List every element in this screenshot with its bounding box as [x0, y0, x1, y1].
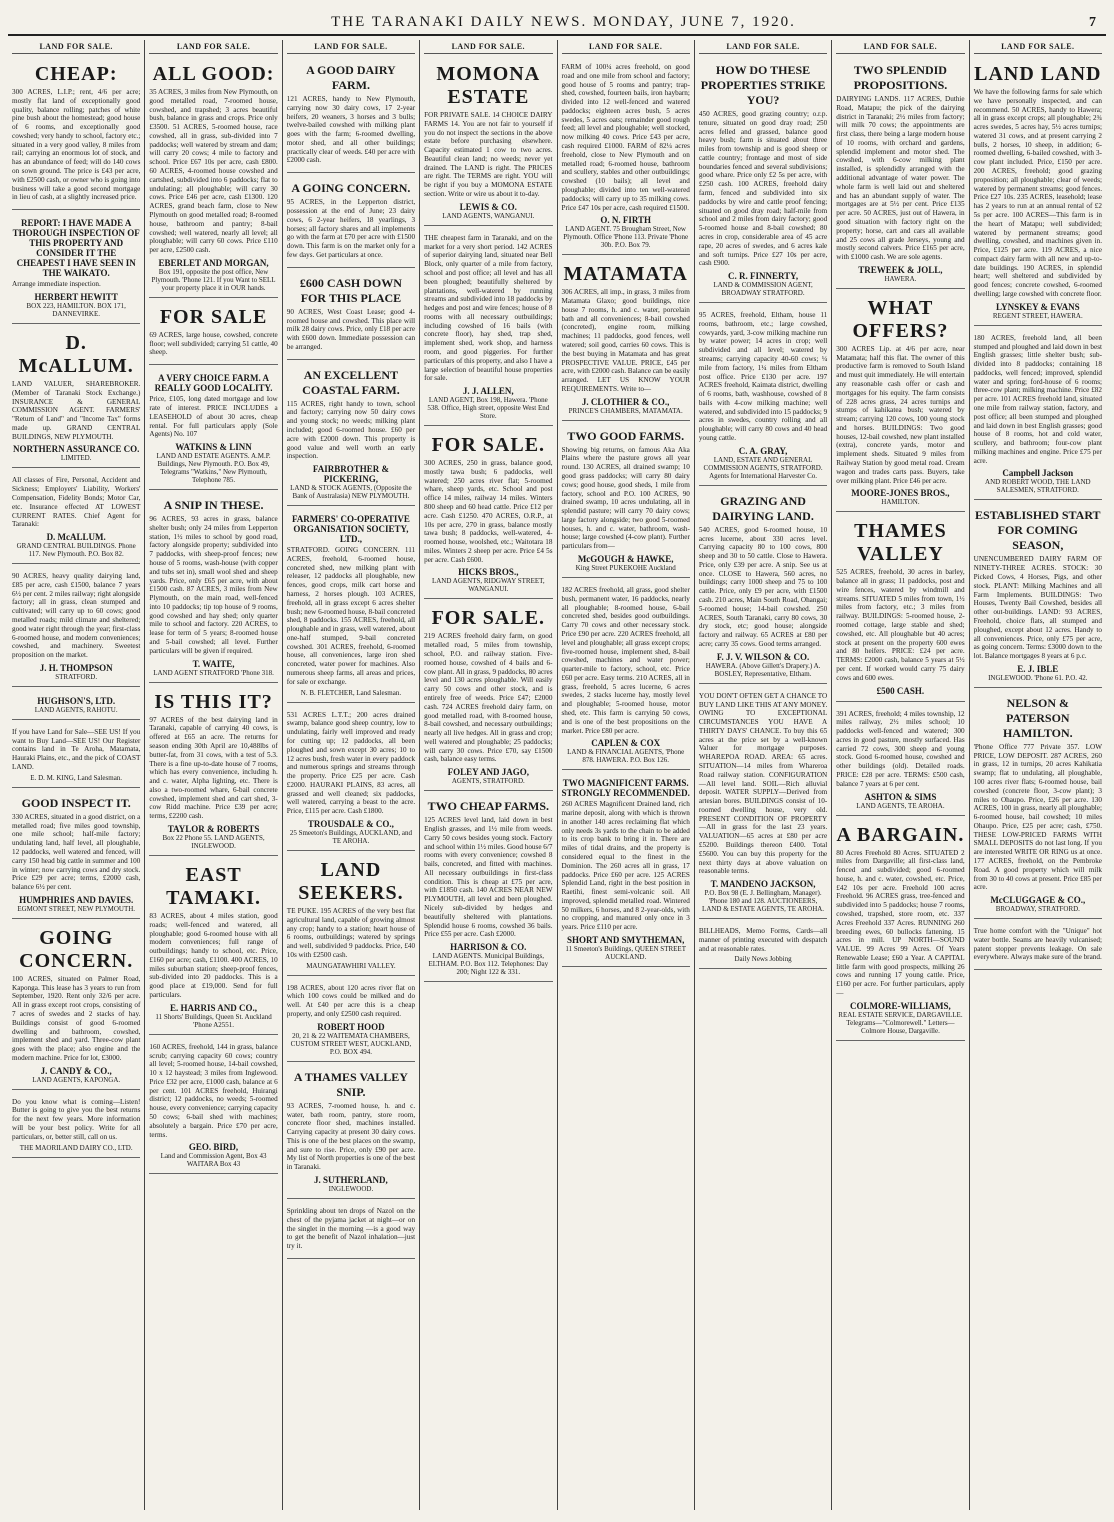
ad-address: King Street PUKEKOHE Auckland [575, 564, 676, 573]
ad-address: N. B. FLETCHER, Land Salesman. [300, 688, 402, 697]
advertisement [699, 489, 827, 684]
ad-body: 121 ACRES, handy to New Plymouth, carrying now 30 dairy cows, 17 2-year heifers, 20 weaners, 3 horses and 3 bulls; twelve-bailed cowshed with milking plant goes with the farm; 6-roomed dwelling, motor shed, and all other buildings; practically clear of weeds. £40 per acre with £2000 cash. [286, 95, 416, 165]
ad-address: LAND AND ESTATE AGENTS. A.M.P. Buildings, New Plymouth. P.O. Box 49, Telegrams "Watkins," New Plymouth, Telephone 785. [156, 452, 271, 485]
ad-signature: TREWEEK & JOLL, [858, 264, 943, 275]
ad-body: 90 ACRES, West Coast Lease; good 4-roomed house and cowshed. This place will milk 28 dairy cows. Price, only £18 per acre with £600 down. Immediate possession can be arranged. [286, 307, 416, 351]
advertisement [424, 58, 552, 226]
ad-signature: NORTHERN ASSURANCE CO. [12, 444, 140, 455]
ad-signature: J. J. ALLEN, [462, 386, 514, 397]
ad-body: THE cheapest farm in Taranaki, and on the market for a very short period. 142 ACRES of superior dairying land, situated near Bell Block, only quarter of a mile from factory, school and post office; all level and has all been ploughed; beautifully sheltered by plantations, well-watered by running streams and subdivided into 18 paddocks by hedges and post and wire fences; house of 8 rooms with all necessary outbuildings; including cowshed of 16 bails (with concrete floor), hay shed, trap shed, implement shed, work shop, and harness room, and good piggeries. For further particulars of this property, and also I have a large selection of beautiful house properties for sale. [424, 233, 553, 383]
ad-address: LAND AGENTS, RAHOTU. [34, 705, 118, 714]
ad-address: Box 22 Phone 55. LAND AGENTS, INGLEWOOD. [162, 833, 265, 850]
ad-heading: MOMONA ESTATE [436, 63, 541, 108]
ad-address: LAND AGENT STRATFORD 'Phone 318. [153, 668, 274, 677]
ad-heading: ALL GOOD: [152, 63, 275, 85]
ad-heading: LAND SEEKERS. [298, 858, 404, 904]
advertisement [836, 515, 964, 701]
ad-address: HAWERA. (Above Gillett's Drapery.) A. BOSLEY, Representative, Eltham. [705, 661, 821, 678]
ad-body: 95 ACRES, freehold, Eltham, house 11 rooms, bathroom, etc.; large cowshed, cowyards, yard, 3-cow milking machine run by water power; 14 acres in crop; well subdivided and all level; watered by streams; carrying capacity 40-60 cows; ¼ mile from factory, 1¼ miles from Eltham post office. Price £130 per acre. 197 ACRES freehold, Kaimata district, dwelling of 6 rooms, bath, washhouse, cowshed of 8 bails with 4-cow milking machine; well watered, and subdivided into 15 paddocks; 9 acres in swedes, country rolling and all ploughable; will carry 80 cows and 40 head young cattle. [698, 311, 828, 442]
column-8 [970, 40, 1106, 1510]
ad-heading: REPORT: I HAVE MADE A THOROUGH INSPECTION OF THIS PROPERTY AND CONSIDER IT THE CHEAPEST I HAVE SEEN IN THE WAIKATO. [12, 218, 140, 279]
ad-address: PRINCE'S CHAMBERS, MATAMATA. [568, 406, 683, 415]
ad-signature: J. CLOTHIER & CO., [581, 396, 670, 407]
ad-address: P.O. Box 98 (E. J. Bellingham, Manager). 'Phone 180 and 128. AUCTIONEERS, LAND & ESTATE AGENTS, TE AROHA. [702, 889, 825, 914]
ad-body: 219 ACRES freehold dairy farm, on good metalled road, 5 miles from township, school, P.O. and railway station. Five-roomed house, cowshed of 4 bails and 6-cow plant. All in grass, 9 paddocks, 80 acres level and 130 acres ploughable. Will easily carry 50 cows and other stock, and is entirely free of weeds. Price £47; £2000 cash. 724 ACRES freehold dairy farm, on good metalled road, with 8-roomed house, 8-bail cowshed, and necessary outbuildings; nearly all live hedges. All in grass and crop; well watered and ploughable; 25 paddocks; will carry 30 cows. Price £70, say £1500 cash, balance easy terms. [424, 632, 553, 764]
ad-address: Daily News Jobbing [734, 955, 792, 964]
ad-body: 450 ACRES, good grazing country; o.r.p. tenure, situated on good dray road; 250 acres felled and grassed, balance good heavy bush; farm is situated about three miles from township and is good sheep or cattle country; frontage and most of side boundaries fenced and several subdivisions; good whare. Price only £2 5s per acre, with £250 cash. 100 ACRES, freehold dairy farm, fenced and subdivided into six paddocks by wire and cattle proof fencing; situated on good dray road; half-mile from school and 2 miles from dairy factory; good 5-roomed house and 8-bail cowshed; 80 acres in crop, considerable area of 45 acre rape, 20 acres of swedes, and 6 acres kale and soft turnips. Price £27 10s per acre, cash £900. [698, 110, 828, 268]
ad-address: REAL ESTATE SERVICE, DARGAVILLE. Telegrams—"Colmorewell." Letters—Colmore House, Dargaville. [838, 1010, 963, 1035]
ad-signature: D. McALLUM. [46, 532, 106, 543]
ad-address: Land and Commission Agent, Box 43 WAITARA Box 43 [160, 1152, 267, 1169]
ad-signature: COLMORE-WILLIAMS, [850, 1000, 951, 1011]
ad-heading: LAND LAND [974, 63, 1102, 85]
advertisement [12, 567, 140, 687]
ad-address: LAND AGENTS. Municipal Buildings, ELTHAM. P.O. Box 112. Telephones: Day 200; Night 122 & 331. [428, 952, 549, 977]
ad-heading: D. McALLUM. [18, 331, 134, 377]
ad-body: 525 ACRES, freehold, 30 acres in barley, balance all in grass; 11 paddocks, post and wire fences, watered by windmill and streams. SITUATED 5 miles from town, 1½ miles from factory, etc.; 3 miles from railway. BUILDINGS: 5-roomed house, 2-roomed cottage, large stable and shed; cowshed, etc. All ploughable but 40 acres; stock at present on the property 600 ewes and 80 heifers. PRICE: £24 per acre. TERMS: £2000 cash, balance 5 years at 5½ per cent. If worked would carry 75 dairy cows and 600 ewes. [836, 568, 965, 682]
ad-heading: HOW DO THESE PROPERTIES STRIKE YOU? [700, 63, 826, 107]
ad-heading: TWO CHEAP FARMS. [427, 799, 550, 814]
ad-signature: £500 CASH. [876, 685, 925, 696]
ad-address: LIMITED. [60, 454, 92, 463]
masthead [8, 8, 1106, 36]
ad-address: INGLEWOOD. 'Phone 61. P.O. 42. [988, 673, 1088, 682]
ad-body: 125 ACRES level land, laid down in best English grasses, and 1½ mile from weeds. Carry 50 cows besides young stock. Factory and school within 1½ miles. Good house 6/7 rooms with every convenience; cowshed 8 bails, concreted, and fitted with machines. All necessary outbuildings in first-class condition. This is cheap at £75 per acre, with £1850 cash. 140 ACRES NEAR NEW PLYMOUTH, all level and been ploughed. Nicely sub-divided by hedges and beautifully sheltered with plantations. Splendid house 6 rooms, cowshed 36 bails. Price £55 per acre. Cash £2000. [424, 816, 553, 939]
advertisement [424, 602, 552, 791]
ad-body: FOR PRIVATE SALE. 14 CHOICE DAIRY FARMS 14. You are not fair to yourself if you do not inspect the sections in the above estate before purchasing elsewhere. Capacity estimated 1 cow to two acres. Beautiful clean land; no weeds; never yet drained. The LAND is right. The PRICES are right. The TERMS are right. YOU will be right if you buy a MOMONA ESTATE section. Write or wire us about it to-day. [424, 111, 553, 199]
columns-container [8, 40, 1106, 1510]
ad-signature: ROBERT HOOD [317, 1021, 385, 1032]
column-header: LAND FOR SALE. [287, 40, 415, 54]
ad-address: LAND AGENT. 75 Brougham Street, New Plymouth. Office 'Phone 113. Private 'Phone 30b. P.O. Box 79. [563, 225, 689, 250]
ad-body: We have the following farms for sale which we have personally inspected, and can recommend. 50 ACRES, handy to Hawera; all in grass except crops; all ploughable; 2¾ acres swedes, 5 acres hay, 5½ acres turnips; watered 31 cows, and at present carrying 2 bulls, 2 horses, 10 sheep, in addition; 6-roomed dwelling, 6-bailed cowshed, with 3-cow plant included. Price, £150 per acre. 200 ACRES, freehold; good grazing proposition; all ploughable; clear of weeds; watered by permanent streams; good fences. Price £27 10s. 235 ACRES, leasehold; lease has 2 years to run at an annual rental of £2 5s per acre. 100 ACRES—This farm is in the heart of Matapu; well subdivided; watered by permanent streams; good dwelling, cowshed, and machines given in. Price, £125 per acre. 119 ACRES, a nice compact dairy farm with all new and up-to-date buildings. 190 ACRES, in splendid heart; well sheltered and subdivided by good fences; concrete cowshed, 6-roomed dwelling; large cowshed with concrete floor. [973, 88, 1102, 298]
advertisement [974, 922, 1102, 970]
advertisement [12, 471, 140, 564]
advertisement [974, 58, 1102, 326]
ad-signature: F. J. V. WILSON & CO. [716, 651, 810, 662]
ad-signature: LEWIS & CO. [459, 201, 517, 212]
ad-signature: GEO. BIRD, [188, 1142, 239, 1153]
ad-address: GRAND CENTRAL BUILDINGS. Phone 117. New Plymouth. P.O. Box 82. [16, 542, 136, 559]
ad-body: Showing big returns, on famous Aka Aka Plains where the pasture grows all year round. 130 ACRES, all drained swamp; 10 good grass paddocks; will carry 80 dairy cows; good house, good sheds, 1 mile from factory, school and P.O. 100 ACRES, 90 drained swamp, 10 acres undulating, all in splendid pasture; will carry 70 dairy cows; large factory alongside; two good 5-roomed houses, h. and c. water, bathroom, wash-house; large cowshed (4-cow plant). Further particulars from— [561, 445, 690, 551]
advertisement [836, 292, 964, 513]
ad-body: 306 ACRES, all imp., in grass, 3 miles from Matamata Glaxo; good buildings, nice house 7 rooms, h. and c. water, porcelain bath and all conveniences; 8-bail cowshed (concreted), engine room, milking machines; 11 paddocks, good fences, well watered; soil good, carries 60 cows. This is the best buying in Matamata and has great PROSPECTIVE VALUE. PRICE, £45 per acre, with £2000 cash. Balance can be easily arranged. LET US KNOW YOUR REQUIREMENTS. Write to— [561, 288, 690, 393]
advertisement [287, 58, 415, 173]
column-7 [832, 40, 969, 1510]
ad-heading: IS THIS IT? [154, 690, 273, 713]
advertisement [699, 306, 827, 486]
ad-body: 97 ACRES of the best dairying land in Taranaki, capable of carrying 40 cows, is offered at £65 an acre. The returns for season ending 30th April are 10,488lbs of butter-fat, from 31 cows, with a test of 5.3. There is a fine up-to-date house of 7 rooms, which has every convenience, including h. and c. water, Alpha lighting, etc. There is also a two-roomed whare, 6-bail concrete cowshed, implement shed and cart shed, 3-cow Ridd machine. Price £39 per acre; terms, £2200 cash. [149, 715, 278, 821]
ad-signature: FOLEY AND JAGO, [447, 767, 530, 778]
advertisement [836, 819, 964, 1041]
ad-heading: GOOD INSPECT IT. [21, 795, 131, 810]
ad-body: YOU DON'T OFTEN GET A CHANCE TO BUY LAND LIKE THIS AT ANY MONEY. OWING TO EXCEPTIONAL CIRCUMSTANCES YOU HAVE A THIRTY DAYS' CHANCE. To buy this 65 acres at the price set by a well-known Valuer for mortgage purposes. WHAREPOA ROAD. AREA: 65 acres. SITUATION—14 miles from Whareroa Road railway station. CONFIGURATION—All level land. SOIL—Rich alluvial deposit. WATER SUPPLY—Derived from artesian bores. BUILDINGS consist of 10-roomed dwelling house, very old. PRESENT CONDITION OF PROPERTY—All in grass for the last 23 years. VALUATION—65 acres at £80 per acre £5200. Buildings thereon £400. Total £5600. You can buy this property for the next thirty days at above valuation on reasonable terms. [698, 691, 828, 876]
ad-address: LAND AGENT, Box 198, Hawera. 'Phone 538. Office, High street, opposite West End Store. [427, 396, 550, 421]
ad-signature: SHORT AND SMYTHEMAN, [567, 935, 685, 946]
ad-signature: J. SUTHERLAND, [314, 1175, 388, 1186]
ad-body: If you have Land for Sale—SEE US! If you want to Buy Land—SEE US! Our Register contains land in Te Aroha, Matamata, Hauraki Plains, etc., and the pick of COAST LAND. [12, 727, 141, 772]
ad-body: 83 ACRES, about 4 miles station, good roads; well-fenced and watered, all ploughable; good 6-roomed house with all modern conveniences; full range of outbuildings; handy to school, etc. Price, £160 per acre; cash, £1100. 400 ACRES, 10 miles suburban station; sheep-proof fences, sub-divided into 20 paddocks. This is a good place at £19,000. Send for full particulars. [149, 911, 278, 999]
advertisement [424, 429, 552, 599]
advertisement [287, 176, 415, 267]
ad-address: AND ROBERT WOOD, THE LAND SALESMEN, STRATFORD. [985, 478, 1091, 495]
ad-heading: ESTABLISHED START FOR COMING SEASON, [975, 508, 1101, 553]
ad-body: All classes of Fire, Personal, Accident and Sickness; Employers' Liability, Workers' Compensation, Fidelity Bonds; Motor Car, etc. Insurance effected AT LOWEST CURRENT RATES. Chief Agent for Taranaki: [12, 476, 141, 529]
advertisement [562, 258, 690, 420]
ad-heading: WHAT OFFERS? [852, 296, 949, 342]
ad-signature: HUGHSON'S, LTD. [37, 695, 116, 706]
ad-address: 11 Smeeton's Buildings, QUEEN STREET AUCKLAND. [565, 945, 686, 962]
ad-body: LAND VALUER, SHAREBROKER. (Member of Taranaki Stock Exchange.) INSURANCE & GENERAL COMMISSION AGENT. FARMERS' "Return of Land" and "Income Tax" forms made up. GRAND CENTRAL BUILDINGS, NEW PLYMOUTH. [12, 379, 141, 441]
column-6 [695, 40, 832, 1510]
advertisement [287, 979, 415, 1062]
ad-body: 540 ACRES, good 6-roomed house, 10 acres lucerne, about 330 acres level. Carrying capacity 80 to 100 cows, 800 sheep and 30 to 50 cattle. Close to Hawera. Price, only £39 per acre. A snip. See us at once. CLOSE to Hawera, 560 acres, no buildings; carry 1000 sheep and 75 to 100 cattle. Price, only £9 per acre, with £1500 cash. 210 acres, Main South Road, Ohangai; 5-roomed house; 14-bail cowshed. 250 ACRES, South Taranaki, carry 80 cows, 30 dry stock, etc; good house; alongside factory and railway. 65 ACRES at £80 per acre; carry 35 cows. Good terms arranged. [698, 525, 828, 648]
column-header: LAND FOR SALE. [12, 40, 140, 54]
ad-heading: EAST TAMAKI. [166, 863, 262, 909]
ad-signature: E. J. IBLE [1017, 663, 1059, 674]
ad-signature: E. HARRIS AND CO., [170, 1002, 258, 1013]
advertisement [287, 1202, 415, 1259]
advertisement [699, 58, 827, 303]
ad-address: Box 191, opposite the post office, New Plymouth. 'Phone 121. If you Want to SELL your property place it in OUR hands. [151, 267, 276, 292]
ad-body: FARM of 100¼ acres freehold, on good road and one mile from school and factory; good house of 5 rooms and pantry; trap-shed, cowshed, fourteen bails, iron haybarn; divided into 12 well-fenced and watered paddocks; eighteen acres bush, 5 acres swedes, 5 acres oats; remainder good rough feed; all level and ploughable; well stocked, now milking 40 cows. Price £43 per acre, cash required £1000. FARM of 82¼ acres freehold, close to New Plymouth and on metalled road; 6-roomed house, bathroom and scullery, stables and other outbuildings; cowshed (10 bails); all level and ploughable; divided into ten well-watered paddocks; will carry up to 35 milking cows. Price £47 10s per acre, cash required £1500. [561, 63, 690, 212]
advertisement [12, 327, 140, 468]
ad-heading: FOR SALE. [431, 607, 546, 630]
advertisement [699, 922, 827, 969]
ad-body: Arrange immediate inspection. [12, 280, 101, 289]
masthead-title: THE TARANAKI DAILY NEWS. MONDAY, JUNE 7, 1920. [331, 14, 796, 30]
ad-address: BROADWAY, STRATFORD. [995, 905, 1080, 914]
ad-signature: J. CANDY & CO., [40, 1065, 112, 1076]
ad-body: UNENCUMBERED DAIRY FARM OF NINETY-THREE ACRES. STOCK: 30 Picked Cows, 4 Horses, Pigs, and other stock. PLANT: Milking Machines and all Farm Implements. BUILDINGS: Two Houses, Twenty Bail Cowshed, besides all other out-buildings. LAND: 93 ACRES, Freehold, choice flats, all stumped and ploughed, except about 12 acres. Handy to all conveniences. Price, only £75 per acre, as going concern. Terms: £3000 down to the lot. Balance mortgages 8 years at 6 p.c. [973, 555, 1102, 661]
ad-heading: A BARGAIN. [836, 823, 965, 846]
ad-signature: McGOUGH & HAWKE, [577, 554, 674, 565]
ad-address: LAND AGENTS, WANGANUI. [442, 211, 535, 220]
ad-address: LAND & STOCK AGENTS, (Opposite the Bank of Australasia) NEW PLYMOUTH. [290, 484, 412, 501]
ad-address: AGENTS, STRATFORD. [451, 777, 525, 786]
ad-body: 100 ACRES, situated on Palmer Road, Kaponga. This lease has 3 years to run from September, 1920. Rent only 32/6 per acre. All in grass except root crops, consisting of 7 acres of swedes and 2 stacks of hay. Buildings consist of good 6-roomed dwelling and bathroom, cowshed, implement shed and yard. Three-cow plant goes with the place; also engine and the modern machine. Price for lot, £3000. [12, 974, 141, 1062]
ad-body: 330 ACRES, situated in a good district, on a metalled road; five miles good township, one mile school; half-mile factory; undulating land, half level, all ploughable, 12 paddocks, well watered and fenced, will carry 150 head big cattle in summer and 100 in winter; now carrying cows and dry stock. Price £29 per acre; terms, £2000 cash, balance 6½ per cent. [12, 812, 141, 892]
column-header: LAND FOR SALE. [562, 40, 690, 54]
ad-body: 300 ACRES, 250 in grass, balance good, mostly tawa bush; 6 paddocks, well watered; 250 acres river flat; 5-roomed whare, sheep yards, etc. School and post office 14 miles, railway 14 miles. Winters 800 sheep and 60 head cattle. Price £12 per acre. Cash £1250. 470 ACRES, O.R.P., at 10s per acre, 270 in grass, balance mostly tawa bush; 8 paddocks, well-watered, 4-roomed house, woolshed, etc.; Waitotara 18 miles. Winters 2 sheep per acre. Price £4 5s per acre. Cash £600. [424, 459, 553, 564]
ad-body: 80 Acres Freehold 80 Acres. SITUATED 2 miles from Dargaville; all first-class land, fenced and subdivided; good 6-roomed house, h. and c. water, cowshed, etc. Price, £42 10s per acre. Freehold 100 acres Freehold. 96 ACRES grass, tree-fenced and subdivided into 5 paddocks; house 7 rooms, cowshed, trapshed, store room, etc. 337 Acres Freehold 337 Acres. RUNNING 260 breeding ewes, 60 bullocks fattening. 15 acres in mill. UP NORTH—SOUND VALUE. 99 Acres 99 Acres. Of Years Renewable Lease; £60 a Year. A CAPITAL little farm with good prospects, milking 26 cows and running 17 young cattle. Price, £160 per acre. For further particulars, apply— [836, 848, 965, 998]
advertisement [12, 791, 140, 919]
ad-body: True home comfort with the "Unique" hot water bottle. Seams are heavily vulcanised; patent stopper prevents leakage. On sale everywhere. Always make sure of the brand. [973, 927, 1102, 962]
ad-signature: CAPLEN & COX [591, 738, 661, 749]
ad-address: REGENT STREET, HAWERA. [992, 311, 1083, 320]
ad-body: 93 ACRES, 7-roomed house, h. and c. water, bath room, pantry, store room, concrete floor shed, machines installed. Carrying capacity at present 30 dairy cows. This is one of the best places on the swamp, and sure to rise. Price, only £90 per acre. My list of North properties is one of the best in Taranaki. [286, 1101, 416, 1172]
advertisement [149, 58, 277, 298]
ad-heading: TWO MAGNIFICENT FARMS. STRONGLY RECOMMENDED. [561, 778, 690, 799]
column-header: LAND FOR SALE. [149, 40, 277, 54]
ad-signature: WATKINS & LINN [175, 442, 252, 453]
advertisement [562, 58, 690, 255]
ad-address: LAND AGENTS, TE AROHA. [856, 801, 945, 810]
ad-body: 69 ACRES, large house, cowshed, concrete floor; well subdivided; carrying 51 cattle, 40 sheep. [149, 330, 278, 357]
ad-address: THE MAORILAND DAIRY CO., LTD. [19, 1143, 133, 1152]
advertisement [974, 691, 1102, 919]
ad-body: BILLHEADS, Memo Forms, Cards—all manner of printing executed with despatch and at reasonable rates. [698, 927, 828, 953]
advertisement [974, 503, 1102, 687]
ad-body: 35 ACRES, 3 miles from New Plymouth, on good metalled road, 7-roomed house, cowshed, and trapshed; 3 acres beautiful bush, balance in grass and crops. Price only £3500. 51 ACRES, 5-roomed house, race cowshed, all in grass, sub-divided into 7 paddocks; well watered by stream and dam; will carry 20 cows; 4 mile to factory and school. Price £67 10s per acre, cash £800. 60 ACRES, 4-roomed house cowshed and cartshed, subdivided into 6 paddocks; flat to undulating; all ploughable; will carry 30 cows. Price £46 per acre, cash £1300. 120 ACRES, grand beach farm, close to New Plymouth on good metalled road; 8-roomed house, bathroom and pantry; 8-bail cowshed; well watered, nearly all level; all ploughable; will carry 60 cows. Price £110 per acre, £2500 cash. [149, 88, 278, 255]
ad-body: 90 ACRES, heavy quality dairying land, £85 per acre, cash £1500, balance 7 years 6½ per cent. 2 miles railway; right alongside factory; all in grass, clean stumped and cultivated; will carry up to 60 cows; good metalled roads; mild climate and sheltered; good water right through the year; first-class 6-roomed house, and modern conveniences; cowshed, and machinery. Sweetest proposition on the market. [12, 572, 141, 660]
ad-body: 198 ACRES, about 120 acres river flat on which 100 cows could be milked and do well. At £40 per acre this is a cheap property, and only £2500 cash required. [286, 983, 416, 1018]
advertisement [424, 229, 552, 426]
ad-signature: T. MANDENO JACKSON, [710, 879, 816, 890]
advertisement [12, 1093, 140, 1158]
ad-signature: HARRISON & CO. [450, 942, 527, 953]
ad-signature: LYNSKEY & EVANS [995, 301, 1080, 312]
ad-address: MAUNGATAWHIRI VALLEY. [306, 961, 396, 970]
column-5 [558, 40, 695, 1510]
ad-body: 160 ACRES, freehold, 144 in grass, balance scrub; carrying capacity 60 cows; country all level; 5-roomed house, 14-bail cowshed, 10 x 12 haystead; 3 miles from Inglewood. Price £32 per acre, £1000 cash, balance at 6 per cent. 101 ACRES freehold, Huirangi district; 12 paddocks, no weeds; 5-roomed house, every convenience; carrying capacity 50 cows; 6-bail shed with machines; absolutely a bargain. Price £70 per acre, terms. [149, 1042, 278, 1139]
ad-address: LAND, ESTATE AND GENERAL COMMISSION AGENTS, STRATFORD. Agents for International Harvester Co. [703, 455, 823, 480]
ad-address: EGMONT STREET, NEW PLYMOUTH. [17, 904, 136, 913]
ad-signature: TAYLOR & ROBERTS [167, 823, 260, 834]
ad-signature: ASHTON & SIMS [864, 791, 937, 802]
advertisement [287, 1065, 415, 1199]
ad-signature: Campbell Jackson [1002, 468, 1074, 479]
advertisement [562, 773, 690, 967]
ad-heading: GRAZING AND DAIRYING LAND. [712, 493, 814, 523]
ad-address: 20, 21 & 22 WAITEMATA CHAMBERS, CUSTOM STREET WEST, AUCKLAND, P.O. BOX 494. [290, 1031, 412, 1056]
advertisement [287, 854, 415, 976]
advertisement [699, 687, 827, 919]
ad-heading: A GOING CONCERN. [291, 181, 411, 196]
ad-address: INGLEWOOD. [328, 1185, 374, 1194]
ad-heading: TWO GOOD FARMS. [567, 428, 685, 443]
ad-address: STRATFORD. [55, 672, 98, 681]
ad-heading: FOR SALE [159, 305, 268, 328]
advertisement [287, 509, 415, 703]
ad-address: BOX 223, HAMILTON. BOX 171, DANNEVIRKE. [26, 301, 126, 318]
ad-address: LAND & FINANCIAL AGENTS, 'Phone 878. HAWERA. P.O. Box 126. [567, 748, 685, 765]
ad-address: LAND & COMMISSION AGENT, BROADWAY STRATFORD. [713, 281, 813, 298]
ad-signature: McCLUGGAGE & CO., [990, 895, 1086, 906]
ad-heading: A GOOD DAIRY FARM. [306, 63, 396, 92]
advertisement [149, 493, 277, 683]
ad-heading: MATAMATA [563, 263, 688, 286]
ad-address: 11 Shorts' Buildings, Queen St. Auckland 'Phone A2551. [155, 1012, 272, 1029]
ad-heading: AN EXCELLENT COASTAL FARM. [302, 367, 400, 397]
advertisement [287, 706, 415, 851]
advertisement [287, 271, 415, 360]
ad-body: 'Phone Office 777 Private 357. LOW PRICE, LOW DEPOSIT. 287 ACRES, 260 in grass, 12 in turnips, 20 acres Kahikatia swamp; flat to undulating, all ploughable, 100 acres river flats; 6-roomed house, bail cowshed (concrete floor, 3-cow plant); 3 miles to Ohaupo. Price, £26 per acre. 130 ACRES, 100 in grass, nearly all ploughable; 6-roomed house, bail cowshed; 10 miles Ohaupo. Price, £25 per acre; cash, £750. THESE LOW-PRICED FARMS WITH SMALL DEPOSITS do not last long. If you are interested WRITE OR RING us at once. 177 ACRES, freehold, on the Pembroke Road. A good property which will milk from 30 to 40 cows at present. Price £85 per acre. [973, 742, 1102, 892]
advertisement [562, 424, 690, 578]
ad-signature: HERBERT HEWITT [34, 291, 118, 302]
ad-heading: A THAMES VALLEY SNIP. [293, 1069, 408, 1099]
ad-address: LAND AGENTS, KAPONGA. [32, 1075, 121, 1084]
column-header: LAND FOR SALE. [836, 40, 964, 54]
ad-body: 115 ACRES, right handy to town, school and factory; carrying now 50 dairy cows and young stock; no weeds; milking plant included; good 6-roomed house. £60 per acre with £2000 down. This property is good value and well worth an early inspection. [286, 399, 416, 461]
advertisement [149, 301, 277, 365]
column-3 [283, 40, 420, 1510]
ad-body: 95 ACRES, in the Lepperton district, possession at the end of June; 23 dairy cows, 6 2-year heifers, 18 yearlings, 3 horses; all factory shares and all implements go with the farm at £70 per acre with £1500 down. This farm is on the market only for a few days. Get particulars at once. [286, 198, 416, 259]
advertisement [12, 58, 140, 210]
ad-address: HAMILTON. [881, 498, 920, 507]
ad-address: LAND AGENTS, RIDGWAY STREET, WANGANUI. [431, 577, 545, 594]
ad-body: TE PUKE. 195 ACRES of the very best flat agricultural land, capable of growing almost any crop; handy to a station; heart house of 6 rooms, outbuildings; watered by springs and well, subdivided 9 paddocks. Price, £40 10s with £2500 cash. [286, 906, 416, 959]
ad-signature: HUMPHRIES AND DAVIES. [19, 894, 134, 905]
ad-signature: EBERLET AND MORGAN, [158, 257, 269, 268]
ad-signature: J. H. THOMPSON [39, 662, 113, 673]
ad-heading: £600 CASH DOWN FOR THIS PLACE [299, 275, 402, 305]
ad-heading: FARMERS' CO-OPERATIVE ORGANISATION SOCIETY, LTD., [291, 514, 410, 545]
advertisement [149, 686, 277, 856]
ad-address: 25 Smeeton's Buildings, AUCKLAND, and TE AROHA. [289, 828, 413, 845]
ad-heading: GOING CONCERN. [19, 926, 134, 972]
column-header: LAND FOR SALE. [699, 40, 827, 54]
advertisement [836, 58, 964, 289]
advertisement [149, 368, 277, 490]
ad-heading: FOR SALE. [431, 434, 546, 457]
advertisement [12, 922, 140, 1090]
advertisement [424, 794, 552, 982]
ad-body: DAIRYING LANDS. 117 ACRES, Duthie Road, Matapu; the pick of the dairying district in Taranaki; 2½ miles from factory; will milk 70 cows; the appointments are first class, there being a large modern house of 10 rooms, with orchard and gardens, splendid implement and motor shed. The cowshed, with 6-cow milking plant installed, is splendidly arranged with the additional advantage of water power. The whole farm is well laid out and sheltered and has an abundant supply of water. The mortgages are at 5½ per cent. Price £135 per acre. 50 ACRES, just out of Hawera, in good situation with factory right on the property; horse, cart and cars all available and 25 cows all grade Jerseys, young and mostly second calvers. Price £165 per acre, with £1000 cash. We are sole agents. [836, 95, 965, 262]
ad-signature: FAIRBROTHER & PICKERING, [312, 464, 389, 485]
advertisement [836, 705, 964, 816]
column-header: LAND FOR SALE. [974, 40, 1102, 54]
ad-body: STRATFORD. GOING CONCERN. 111 ACRES, freehold, 6-roomed house, concreted shed, new milking plant with releaser, 12 paddocks all ploughable, new fences, good crops, milk cart horse and harness, 2 horses plough. 103 ACRES, freehold, all in grass except 6 acres shelter bush; new 6-roomed house, 8-bail concreted shed, 8 paddocks. 155 ACRES, freehold, all ploughable and in grass, well watered, about one-half stumped, 9-bail concreted cowshed. 301 ACRES, freehold, 6-roomed house, all conveniences, large iron shed concreted, water power for machines. Also numerous sheep farms, all areas and prices, for sale or exchange. [286, 546, 416, 686]
ad-address: HAWERA. [884, 274, 917, 283]
advertisement [149, 1038, 277, 1175]
advertisement [562, 581, 690, 770]
page-number: 7 [1089, 15, 1096, 30]
ad-heading: CHEAP: [34, 63, 118, 85]
ad-heading: A VERY CHOICE FARM. A REALLY GOOD LOCALITY. [154, 373, 273, 394]
advertisement [12, 690, 140, 720]
ad-body: 531 ACRES L.T.T.; 200 acres drained swamp, balance good sheep country, low to undulating, fairly well improved and ready for cutting up; 12 paddocks, all been ploughed and sown except 30 acres; 10 to 12 acres bush, fresh water in every paddock and numerous springs and streams through the property. Price £25 per acre. Cash £2000. HAURAKI PLAINS, 83 acres, all grassed and well cleaned; six paddocks, well watered, carrying a beast to the acre. Price, £115 per acre. Cash £1800. [286, 710, 416, 816]
ad-heading: THAMES VALLEY [854, 520, 947, 566]
ad-body: Do you know what is coming—Listen! Butter is going to give you the best returns for the next few years. More information will be your best policy. Write for all particulars, or, better still, call on us. [12, 1097, 141, 1141]
ad-heading: NELSON & PATERSON HAMILTON. [1002, 695, 1073, 740]
column-2 [145, 40, 282, 1510]
advertisement [287, 363, 415, 506]
column-1 [8, 40, 145, 1510]
ad-signature: C. A. GRAY, [738, 445, 788, 456]
ad-body: Price, £105, long dated mortgage and low rate of interest. PRICE INCLUDES a LEASEHOLD of about 30 acres, cheap rental. For full particulars apply (Sole Agents) No. 107 [149, 395, 278, 439]
ad-body: 180 ACRES, freehold land, all been stumped and ploughed and laid down in best English grasses; little shelter bush; sub-divided into 8 paddocks; containing 18 paddocks, well fenced; improved, splendid water and spring; ford-house of 6 rooms; three-cow plant; milking machine. Price £82 per acre. 101 ACRES freehold land, situated one mile from railway station, factory, and post office; all been stumped and ploughed and laid down in best English grasses; good house of 8 rooms, hot and cold water, scullery, and bathroom; four-cow plant milking machines and engine. Price £75 per acre. [973, 333, 1102, 465]
ad-body: 182 ACRES freehold, all grass, good shelter bush, permanent water, 16 paddocks, nearly all ploughable; 8-roomed house, 6-bail concreted shed, besides good outbuildings. Carry 70 cows and other necessary stock. Price £90 per acre. 220 ACRES freehold, all level and ploughable; all grass except crops; five-roomed house, implement shed, 8-bail cowshed, machines and water power; quarter-mile to factory, school, etc. Price £60 per acre. Easy terms. 210 ACRES, all in grass, freehold, 5 acres lucerne, 6 acres swedes, 2 stacks lucerne hay, mostly level and ploughable; 5-roomed house, motor shed, etc. This farm is carrying 50 cows, and is one of the best propositions on the market. Price £80 per acre. [561, 586, 690, 735]
ad-body: Sprinkling about ten drops of Nazol on the chest of the pyjama jacket at night—or on the singlet in the morning —is a good way to get the benefit of Nazol inhalation—just try it. [286, 1207, 416, 1251]
ad-body: 300 ACRES, L.I.P.; rent, 4/6 per acre; mostly flat land of exceptionally good quality, balance rolling; patches of white pine bush about the homestead; good house of 6 rooms, and exceptionally good cowshed; very handy to school, factory etc.; situated in a very good valley, 8 miles from rail; carrying an enormous lot of stock, and has an abundance of feed; will do 140 cows on sown ground. The price is £43 per acre, with £2500 cash, or owner who is going into business will take a good second mortgage in lieu of cash, at a slightly increased price. [12, 88, 141, 202]
column-header: LAND FOR SALE. [424, 40, 552, 54]
ad-address: E. D. M. KING, Land Salesman. [30, 773, 123, 782]
advertisement [149, 859, 277, 1035]
advertisement [974, 329, 1102, 501]
ad-body: 260 ACRES Magnificent Drained land, rich marine deposit, along with which is thrown in another 140 acres reclaiming flat which only needs 3s yards to the chain to be added to its crop bank to bring it in. There are miles of tidal drains, and the property is considered equal to the finest in the Dominion. The 260 acres all in grass, 17 paddocks. Price £60 per acre. 125 ACRES Splendid Land, right in the best position in Raetihi, finest semi-volcanic soil. All improved, splendid metalled road. Wintered 50 milkers, 6 horses, and 8 2-year-olds, with no cropping, and manured only once in 3 years. Price £110 per acre. [561, 800, 690, 932]
ad-signature: MOORE-JONES BROS., [851, 488, 950, 499]
ad-heading: A SNIP IN THESE. [163, 498, 264, 513]
ad-signature: O. N. FIRTH [600, 215, 652, 226]
ad-body: 391 ACRES, freehold; 4 miles township, 12 miles railway, 2½ miles school; 10 paddocks well-fenced and watered; 300 acres in good pasture, mostly surfaced. Has carried 72 cows, 300 sheep and young stock. Good 6-roomed house, cowshed and other buildings (old). Detailed roads. PRICE: £28 per acre. TERMS: £500 cash, balance 7 years at 6 per cent. [836, 709, 965, 788]
ad-body: 96 ACRES, 93 acres in grass, balance shelter bush; only 24 miles from Lepperton station, 1½ miles to school by good road, factory alongside property; subdivided into 7 paddocks, with sheep-proof fences; new house of 5 rooms, wash-house (with copper and tubs set in), small wool shed and sheep yards. Price, only £65 per acre, with about £1500 cash. 87 ACRES, 3 miles from New Plymouth, on the main road, well-fenced into 10 paddocks; tip top house of 9 rooms, good cowshed and hay shed; only quarter mile to school and factory. 220 ACRES, to lease for term of 5 years; 8-roomed house and 5-bail cowshed; all level. Further particulars will be given if required. [149, 515, 278, 655]
advertisement [12, 723, 140, 788]
ad-signature: T. WAITE, [192, 658, 235, 669]
ad-signature: C. R. FINNERTY, [728, 271, 799, 282]
advertisement [12, 213, 140, 324]
ad-heading: TWO SPLENDID PROPOSITIONS. [853, 63, 948, 92]
ad-body: 300 ACRES Lip. at 4/6 per acre, near Matamata; half this flat. The owner of this productive farm is removed to South Island and must quit immediately. He will entertain any reasonable cash offer or cash and mortgages for his equity. The farm consists of 228 acres grass, 24 acres turnips and stumps of kahikatea bush; watered by stream; carrying 120 cows, 100 young stock and horses. BUILDINGS: Two good houses, 12-bail cowshed, new plant installed (extra), concrete yards, motor and implement sheds. Situated 9 miles from Railway Station by good metal road. Cream wagon and trades carts pass. Buyers, take over milking plant. Price £46 per acre. [836, 344, 965, 485]
column-4 [420, 40, 557, 1510]
ad-signature: HICKS BROS., [458, 567, 519, 578]
ad-signature: TROUSDALE & CO., [307, 818, 394, 829]
